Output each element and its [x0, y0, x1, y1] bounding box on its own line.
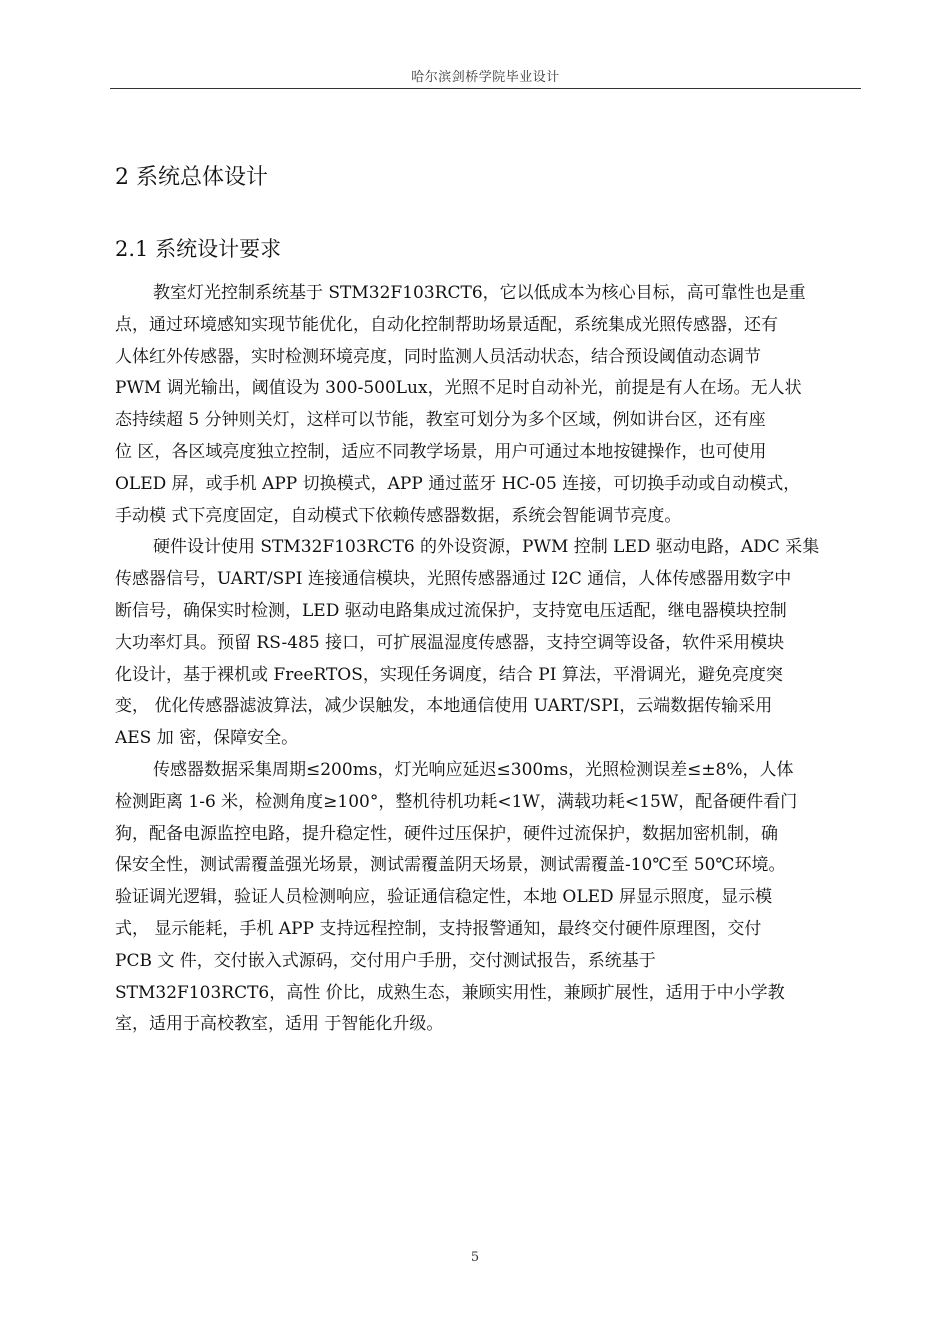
paragraph-line: 硬件设计使用 STM32F103RCT6 的外设资源，PWM 控制 LED 驱动电路，ADC 采集	[153, 537, 820, 558]
header-divider	[110, 88, 861, 89]
paragraph-line: 保安全性，测试需覆盖强光场景，测试需覆盖阴天场景，测试需覆盖-10℃至 50℃环境。	[115, 855, 786, 876]
paragraph-line: 手动模 式下亮度固定，自动模式下依赖传感器数据，系统会智能调节亮度。	[115, 505, 682, 526]
paragraph-line: 态持续超 5 分钟则关灯，这样可以节能，教室可划分为多个区域，例如讲台区，还有座	[115, 410, 766, 431]
paragraph-line: 位 区，各区域亮度独立控制，适应不同教学场景，用户可通过本地按键操作，也可使用	[115, 441, 767, 462]
paragraph-line: 教室灯光控制系统基于 STM32F103RCT6，它以低成本为核心目标，高可靠性也是重	[153, 283, 806, 303]
running-header: 哈尔滨剑桥学院毕业设计	[411, 70, 560, 85]
paragraph-line: STM32F103RCT6，高性 价比，成熟生态，兼顾实用性，兼顾扩展性，适用于中小学教	[115, 982, 785, 1003]
paragraph-line: 大功率灯具。预留 RS-485 接口，可扩展温湿度传感器，支持空调等设备，软件采用模块	[115, 632, 785, 653]
chapter-title: 2 系统总体设计	[115, 165, 268, 190]
paragraph-line: PWM 调光输出，阈值设为 300-500Lux，光照不足时自动补光，前提是有人在场。无人状	[115, 378, 802, 399]
paragraph-line: 验证调光逻辑，验证人员检测响应，验证通信稳定性，本地 OLED 屏显示照度，显示模	[115, 887, 773, 908]
paragraph-line: 传感器数据采集周期≤200ms，灯光响应延迟≤300ms，光照检测误差≤±8%，人体	[153, 759, 794, 780]
paragraph-line: PCB 文 件，交付嵌入式源码，交付用户手册，交付测试报告，系统基于	[115, 950, 656, 971]
page-number: 5	[470, 1250, 480, 1265]
paragraph-line: 化设计，基于裸机或 FreeRTOS，实现任务调度，结合 PI 算法，平滑调光，避免亮度突	[115, 664, 783, 685]
section-title: 2.1 系统设计要求	[115, 237, 282, 261]
paragraph-line: 人体红外传感器，实时检测环境亮度，同时监测人员活动状态，结合预设阈值动态调节	[115, 346, 761, 367]
paragraph-line: AES 加 密，保障安全。	[115, 728, 299, 749]
paragraph-line: 传感器信号，UART/SPI 连接通信模块，光照传感器通过 I2C 通信，人体传感器用数字中	[115, 569, 792, 590]
paragraph-line: 室，适用于高校教室，适用 于智能化升级。	[115, 1014, 444, 1035]
paragraph-line: 变， 优化传感器滤波算法，减少误触发，本地通信使用 UART/SPI，云端数据传输采用	[115, 696, 773, 717]
paragraph-line: OLED 屏，或手机 APP 切换模式，APP 通过蓝牙 HC-05 连接，可切换手动或自动模式，	[115, 473, 801, 494]
paragraph-line: 检测距离 1-6 米，检测角度≥100°，整机待机功耗<1W，满载功耗<15W，配备硬件看门	[115, 791, 798, 812]
paragraph-line: 狗，配备电源监控电路，提升稳定性，硬件过压保护，硬件过流保护，数据加密机制，确	[115, 823, 778, 844]
body-text	[115, 278, 867, 1041]
paragraph-line: 式， 显示能耗，手机 APP 支持远程控制，支持报警通知，最终交付硬件原理图，交付	[115, 918, 762, 939]
paragraph-line: 点，通过环境感知实现节能优化，自动化控制帮助场景适配，系统集成光照传感器，还有	[115, 314, 778, 335]
paragraph-line: 断信号，确保实时检测，LED 驱动电路集成过流保护，支持宽电压适配，继电器模块控制	[115, 600, 787, 621]
